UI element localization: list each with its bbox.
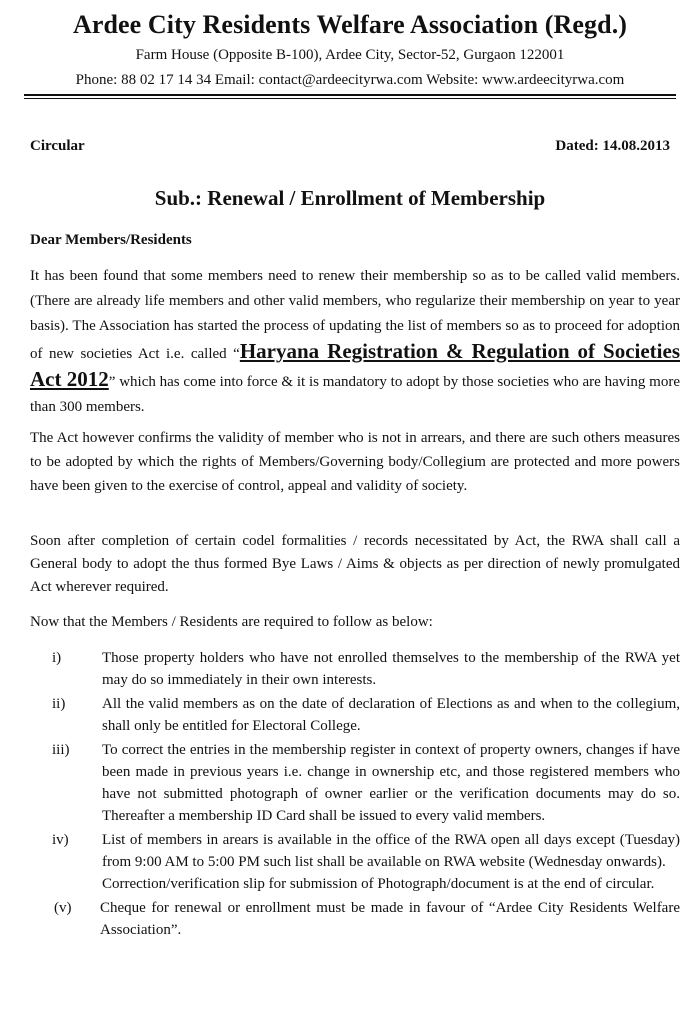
paragraph-instructions-intro: Now that the Members / Residents are required to follow as below: (30, 614, 433, 630)
list-item-text: To correct the entries in the membership register in context of property owners, changes if have been made in previous years i.e. change in ownership etc, and those registered members who have not submitted photograph of owner earlier or the verification documents may do so. Thereafter a membership ID Card shall be issued to every valid members. (102, 742, 680, 824)
list-item-text: List of members in arears is available in the office of the RWA open all days except (Tuesday) from 9:00 AM to 5:00 PM such list shall be available on RWA website (Wednesday onwards). (102, 832, 680, 870)
instructions-list (30, 647, 680, 943)
organization-address: Farm House (Opposite B-100), Ardee City, Sector-52, Gurgaon 122001 (135, 47, 565, 63)
paragraph-general-body: Soon after completion of certain codel formalities / records necessitated by Act, the RWA shall call a General body to adopt the thus formed Bye Laws / Aims & objects as per direction of newly promulgated Act wherever required. (30, 533, 680, 595)
subject-heading: Sub.: Renewal / Enrollment of Membership (154, 186, 546, 210)
list-item-text: All the valid members as on the date of declaration of Elections as and when to the collegium, shall only be entitled for Electoral College. (102, 696, 680, 734)
organization-contact: Phone: 88 02 17 14 34 Email: contact@ardeecityrwa.com Website: www.ardeecityrwa.com (75, 72, 625, 88)
act-name: Haryana Registration & Regulation of Societies Act 2012 (30, 339, 680, 391)
list-item-number: ii) (52, 696, 66, 712)
list-item (30, 739, 680, 827)
paragraph-act-validity: The Act however confirms the validity of member who is not in arrears, and there are such others measures to be adopted by which the rights of Members/Governing body/Collegium are protected and more powers have been given to the exercise of control, appeal and validity of society. (30, 430, 680, 494)
letterhead-rule-thin (24, 98, 676, 99)
organization-name: Ardee City Residents Welfare Association (Regd.) (72, 10, 628, 39)
salutation: Dear Members/Residents (30, 232, 192, 248)
paragraph-intro-part1: It has been found that some members need to renew their membership so as to be called valid members. (There are already life members and other valid members, who regularize their membership on year to year basis). The Association has started the process of updating the list of members so as to proceed for adoption of new societies Act i.e. called “ (30, 268, 680, 362)
list-item (30, 829, 680, 895)
circular-date: Dated: 14.08.2013 (555, 138, 670, 154)
list-item-number: iv) (52, 832, 69, 848)
list-item-text-continued: Correction/verification slip for submission of Photograph/document is at the end of circular. (102, 876, 655, 892)
list-item-text: Cheque for renewal or enrollment must be made in favour of “Ardee City Residents Welfare Association”. (100, 900, 680, 938)
list-item-number: (v) (54, 900, 72, 916)
list-item (30, 693, 680, 737)
circular-label: Circular (30, 138, 85, 154)
list-item-number: iii) (52, 742, 70, 758)
list-item-number: i) (52, 650, 62, 666)
list-item (30, 647, 680, 691)
list-item (30, 897, 680, 941)
paragraph-intro (30, 264, 680, 420)
letterhead-rule-thick (24, 94, 676, 96)
list-item-text: Those property holders who have not enrolled themselves to the membership of the RWA yet may do so immediately in their own interests. (102, 650, 680, 688)
paragraph-intro-part2: ” which has come into force & it is mandatory to adopt by those societies who are having more than 300 members. (30, 374, 680, 415)
